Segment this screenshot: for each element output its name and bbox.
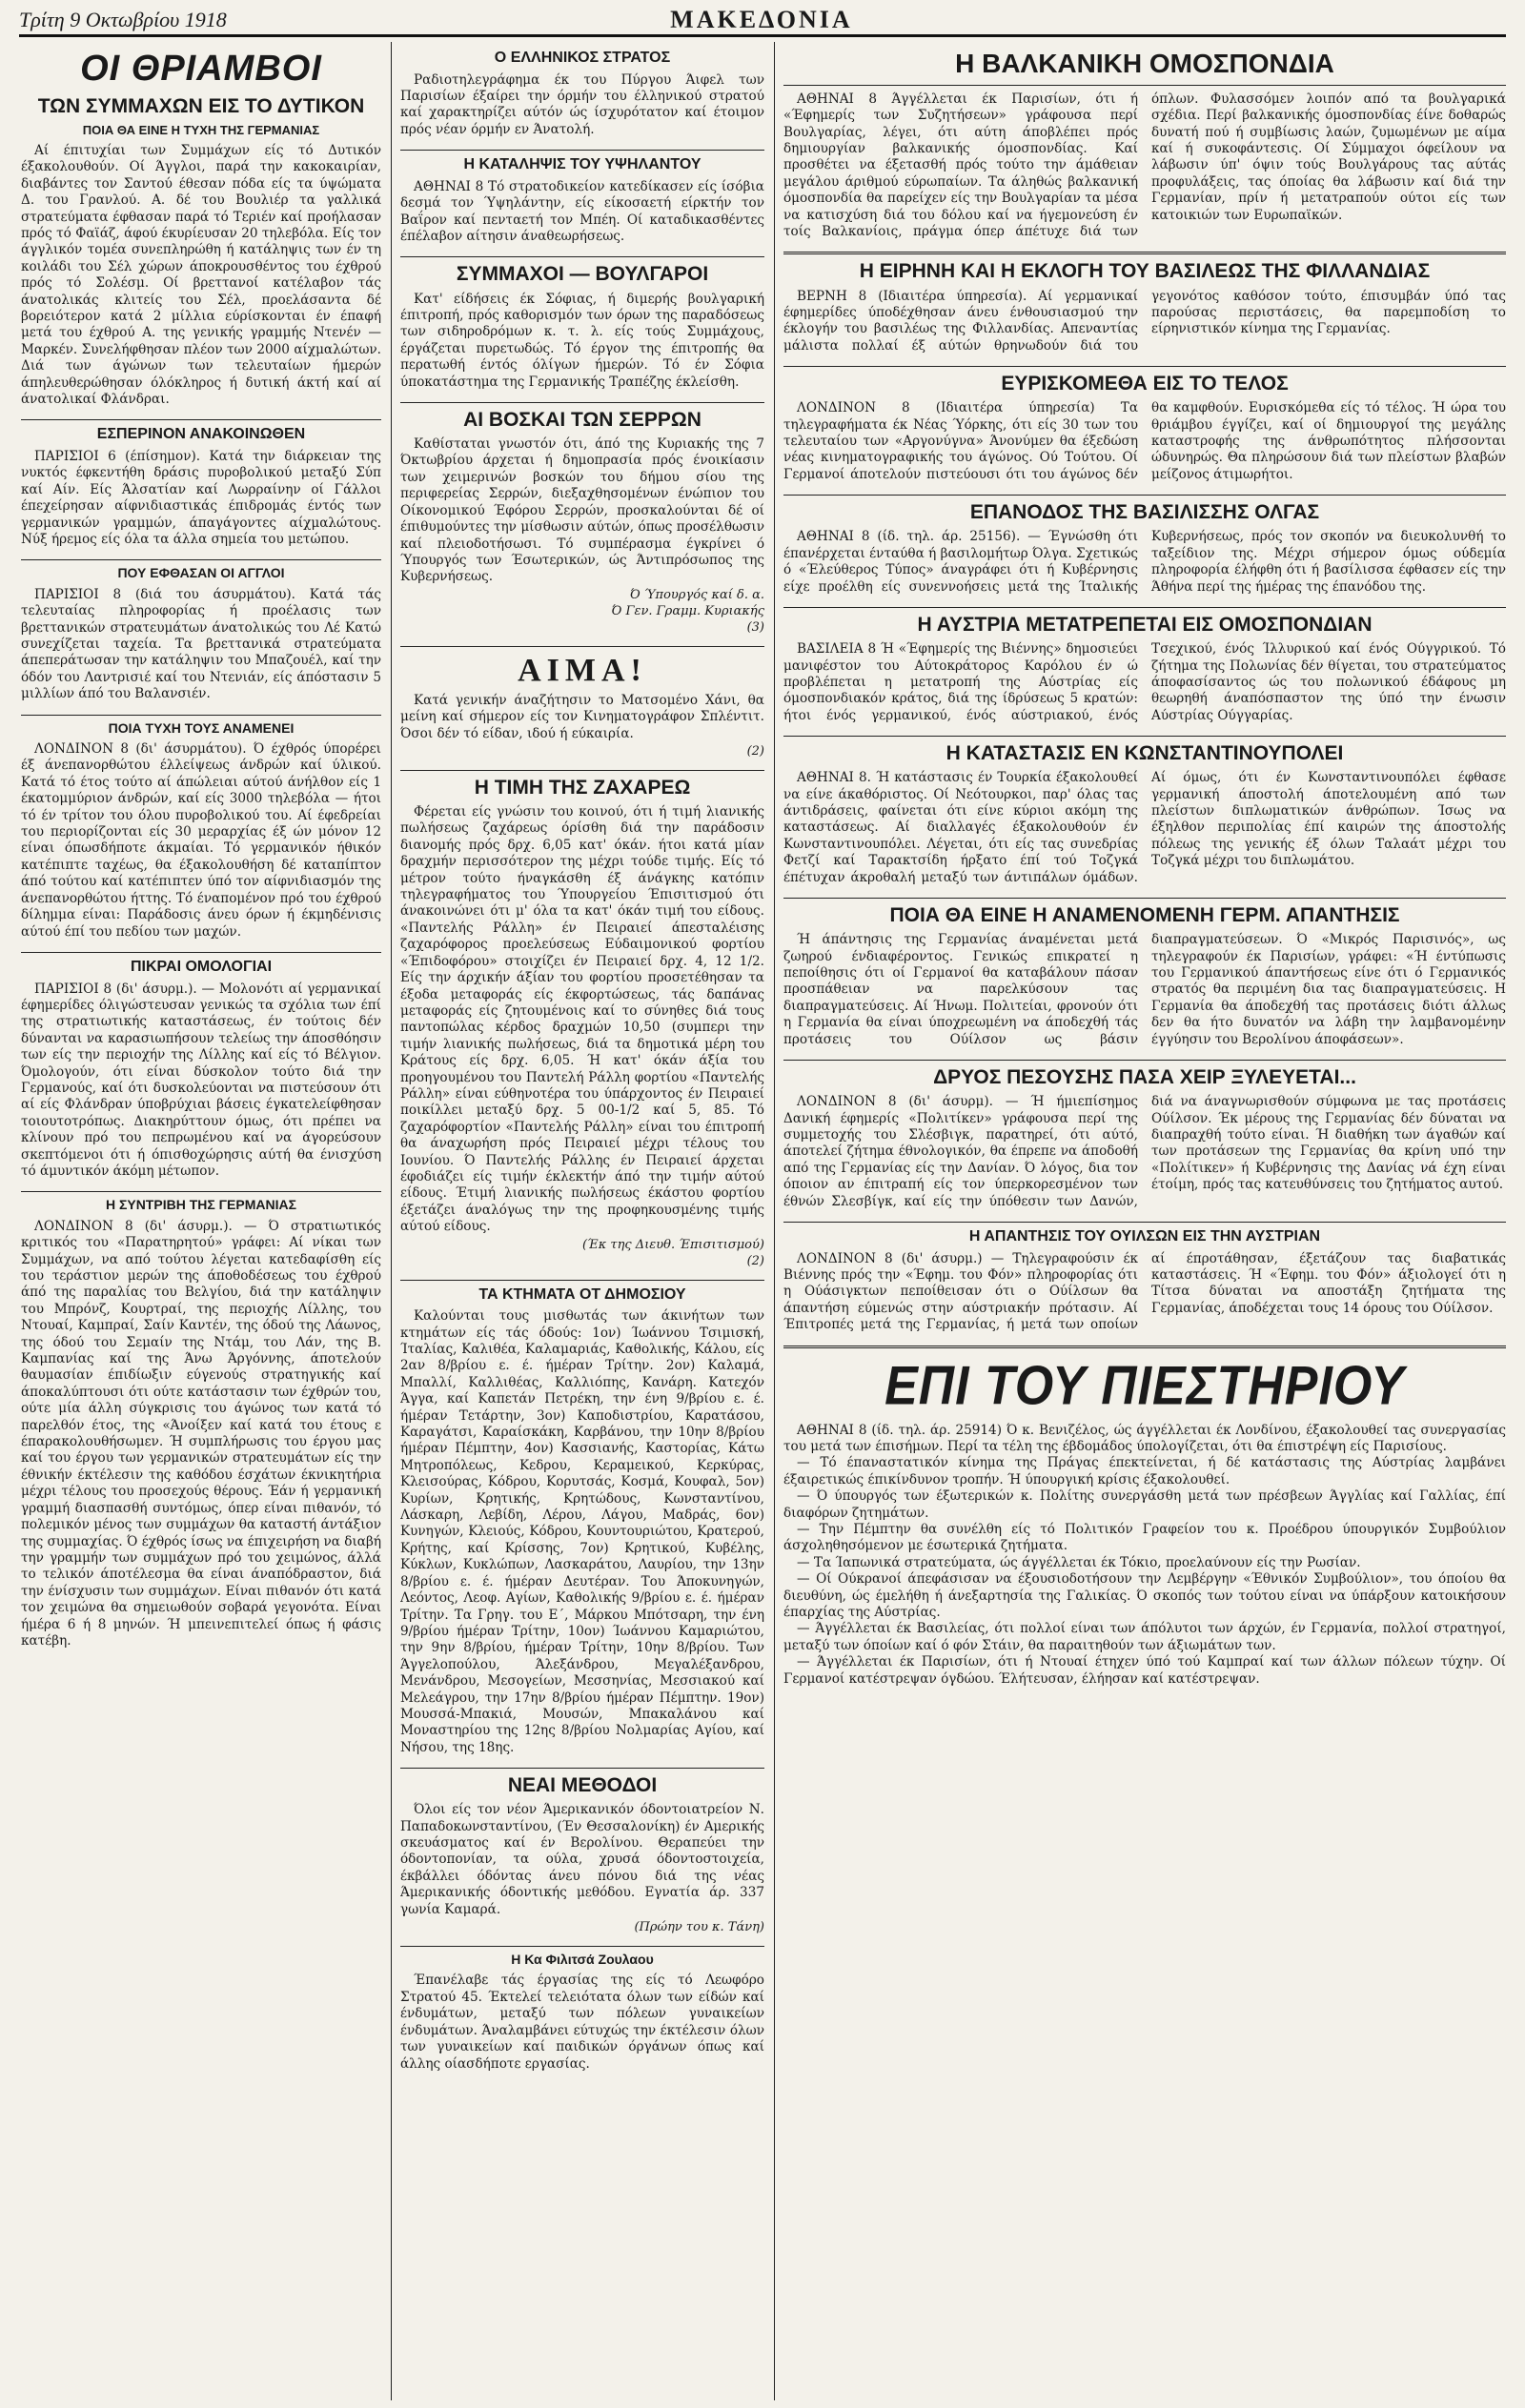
article-fallen-oak <box>783 1066 1506 1210</box>
headline: Η Κα Φιλιτσά Ζουλαου <box>511 1952 654 1968</box>
divider <box>783 366 1506 367</box>
article-body: Καθίσταται γνωστόν ότι, άπό της Κυριακής της 7 Όκτωβρίου άρχεται ή δημοπρασία πρός ένοικίασιν των χειμερινών βοσκών του δήμου σίου της περιφερείας Σερρών, διεξαχθησομένων ένώπιον του Οίκονομικού Έφόρου Σερρών, προσκαλούνται δέ οί έπιθυμούντες την μίσθωσιν αύτών, όπως προσέλθωσιν καί πλειοδοτήσωσι. Τό συμπέρασμα έγκρίνει ό Ύπουργός των Έσωτερικών, ώς Άντιπρόσωπος της Κυβερνήσεως. <box>400 436 764 585</box>
article-body: Αί έπιτυχίαι των Συμμάχων είς τό Δυτικόν έξακολουθούν. Οί Άγγλοι, παρά την κακοκαιρίαν, διαβάντες τον Σαντού έθεσαν πόδα είς τα ύψώματα Δ. του Γρανλού. Α. δέ του Βουλιέρ τα γαλλικά στρατεύματα έφθασαν παρά τό Τεριέν καί προήλασαν πρός τό Φαϊάζ, άφού έκυρίευσαν 20 τηλεβόλα. Είς τον άγγλικόν τομέα συνεπληρώθη ή κατάληψις των έν τη κοιλάδι του Σέλ χώρων άποκρουσθέντος του έχθρού πρός τό Σολέσμ. Οί βρεττανοί κατέλαβον τάς άνατολικάς κλιτείς του Σέλ, προελάσαντα δέ βορειότερον κατά 2 μίλλια εύρίσκονται έν έπαφή μετά του έχθρού Α. της γενικής γραμμής Ντενέν — Μαρκέν. Συνελήφθησαν πλέον των 2000 αίχμαλώτων. Διά των άγώνων των τελευταίων ήμερών άπηλευθερώθησαν όλόκληρος ή δυτική άκτή καί αί άνατολικαί Φλάνδραι. <box>21 142 381 407</box>
article-balkan-federation <box>783 50 1506 240</box>
column-2 <box>400 44 764 2398</box>
article-body: ΑΘΗΝΑΙ 8 (ίδ. τηλ. άρ. 25914) Ό κ. Βενιζέλος, ώς άγγέλλεται έκ Λονδίνου, έξακολουθεί τας συνεργασίας του μετά των έπισήμων. Περί τα τέλη της έβδομάδος ύπολογίζεται, ότι θα έπιστρέψη είς Παρισίους. <box>783 1422 1506 1454</box>
headline: ΕΠΑΝΟΔΟΣ ΤΗΣ ΒΑΣΙΛΙΣΣΗΣ ΟΛΓΑΣ <box>969 501 1320 524</box>
divider <box>21 952 381 953</box>
headline: ΑΙ ΒΟΣΚΑΙ ΤΩΝ ΣΕΡΡΩΝ <box>463 408 702 431</box>
headline: Η ΑΠΑΝΤΗΣΙΣ ΤΟΥ ΟΥΙΛΣΩΝ ΕΙΣ ΤΗΝ ΑΥΣΤΡΙΑΝ <box>968 1227 1321 1244</box>
article-body: Έπανέλαβε τάς έργασίας της είς τό Λεωφόρο Στρατού 45. Έκτελεί τελειότατα όλων των είδών καί ένδυμάτων, μεταξύ των πόλεων γυναικείων ένδυμάτων. Άναλαμβάνει εύτυχώς την έκτέλεσιν όλων των γυναικείων καί παιδικών όργάνων όπως καί άλλης οίασδήποτε εργασίας. <box>400 1973 764 2072</box>
article-body: ΠΑΡΙΣΙΟΙ 8 (διά του άσυρμάτου). Κατά τάς τελευταίας πληροφορίας ή προέλασις των βρεττανικών στρατευμάτων άνατολικώς του Λέ Κατώ συνεχίζεται ταχεία. Τα βρεττανικά στρατεύματα άπεπεράτωσαν την κατάληψιν του Μπαζουέλ, καί την όδόν του Λαντρισιέ καί του Ντενιάν, είς άπόστασιν 5 μιλλίων άπό του Βαλανσιέν. <box>21 586 381 702</box>
headline: Η ΣΥΝΤΡΙΒΗ ΤΗΣ ΓΕΡΜΑΝΙΑΣ <box>105 1197 297 1213</box>
column-rule <box>391 42 392 2400</box>
headline: ΤΩΝ ΣΥΜΜΑΧΩΝ ΕΙΣ ΤΟ ΔΥΤΙΚΟΝ <box>37 94 365 117</box>
subheadline: ΠΟΙΑ ΘΑ ΕΙΝΕ Η ΤΥΧΗ ΤΗΣ ΓΕΡΜΑΝΙΑΣ <box>82 122 320 137</box>
headline: ΤΑ ΚΤΗΜΑΤΑ ΟΤ ΔΗΜΟΣΙΟΥ <box>478 1285 686 1303</box>
headline: ΣΥΜΜΑΧΟΙ — ΒΟΥΛΓΑΡΟΙ <box>456 263 709 286</box>
issue-date: Τρίτη 9 Οκτωβρίου 1918 <box>19 8 227 31</box>
headline: ΟΙ ΘΡΙΑΜΒΟΙ <box>80 49 322 89</box>
article-body: Φέρεται είς γνώσιν του κοινού, ότι ή τιμή λιανικής πωλήσεως ζαχάρεως όρίσθη διά την παράδοσιν διανομής πρός δρχ. 6,05 κατ' όκάν. ήτοι κατά μίαν δραχμήν περισσότερον της μέχρι τούδε τιμής. Είς τό μέτρον τούτο ήναγκάσθη έξ άνάγκης κατόπιν τηλεγραφήματος του Ύπουργείου Έπισιτισμού ότι άνακοινώνει ότι μ' όλα τα κατ' όκάν τιμή του είδους. «Παντελής Ράλλη» έν Πειραιεί άπεσταλέισης ζαχαρόφορος προελεύσεως Εύδαιμονικού φορτίου «Έπιδοφόρου» στοιχίζει έν Πειραιεί δρχ. 4, 12 1/2. Είς την άρχικήν άξίαν του φορτίου προσετέθησαν τα έξοδα μεταφοράς είς έκφορτώσεως, τάς δαπάνας μεταφοράς είς ζητουμένοις καί το σύνηθες διά τους παντοπώλας κέρδος δραχμών 10,50 (συμπερι την τιμήν λιανικής πωλήσεως, διά τα δημοτικά μέρη του Κράτους είς δρχ. 6,05. Ή κατ' όκάν άξία του προηγουμένου του Παντελή Ράλλη φορτίου «Παντελής Ράλλη» είναι εύθηνοτέρα του ύπάρχοντος έν Πειραιεί ποικίλλει μεταξύ δρχ. 5 00-1/2 καί 5, 85. Τό ζαχαρόφορτίον «Παντελής Ράλλη» είναι του έπιτροπή θα άναχωρήση πρός Πειραιεί μέχρι τέλους του Ιουνίου. Ό Παντελής Ράλλης έν Πειραιεί άρχεται έφοδιάζει είς τιμήν έκλεκτήν άπό την τιμήν αύτού είδους. Έτιμή λιανικής πωλήσεως έκάστου φορτίου έξετάζει άναλόγως την της προφηκουσμένης τιμής αύτού είδους. <box>400 804 764 1235</box>
article-on-the-press <box>783 1355 1506 1689</box>
divider <box>400 150 764 151</box>
divider <box>400 1280 764 1281</box>
headline: Η ΑΥΣΤΡΙΑ ΜΕΤΑΤΡΕΠΕΤΑΙ ΕΙΣ ΟΜΟΣΠΟΝΔΙΑΝ <box>917 614 1372 637</box>
article-body: ΑΘΗΝΑΙ 8 Τό στρατοδικείον κατεδίκασεν είς ίσόβια δεσμά τον Ύψηλάντην, είς είκοσαετή είρκτήν τον Βαΐρον καί πενταετή τον Μπέη. Οί καταδικασθέντες έπέλαβον αίτησιν άναθεωρήσεως. <box>400 178 764 245</box>
article-body: ΑΘΗΝΑΙ 8. Ή κατάστασις έν Τουρκία έξακολουθεί να είνε άκαθόριστος. Οί Νεότουρκοι, παρ' όλας τας άντιδράσεις, φαίνεται ότι είνε κύριοι ακόμη της καταστάσεως. Αί διαλλαγές έξακολουθούν έν Κωνσταντινουπόλει. Λέγεται, ότι είς τας συνεδρίας Φετζί καί Ταρακτσίδη ήρξατο έπί τού Τοζγκά έπέτυχαν άκροθαλή μεταξύ των άντιπάλων όμάδων. Αί όμως, ότι έν Κωνσταντινουπόλει έφθασε γερμανική άποστολή άποτελουμένη από των πλείστων διπλωματικών άνθρώπων. Ίσως να έξηλθον περιπολίας έπί καιρών της άποστολής πόλεως της γενικής έξ όλων Ταλαάτ μέχρι του Τοζγκά μέχρι του διπλωμάτου. <box>783 770 1506 885</box>
article-body: ΑΘΗΝΑΙ 8 Άγγέλλεται έκ Παρισίων, ότι ή «Έφημερίς των Συζητήσεων» γράφουσα περί Βουλγαρίας, λέγει, ότι αύτη άποβλέπει πρός δημιουργίαν βαλκανικής όμοσπονδίας. Καί προσθέτει να έξετασθή πρός τούτο την άμάθειαν μεγάλου άριθμού εύρωπαίων. Τα άληθώς βαλκανική όμοσπονδία θα παρείχεν είς την Βουλγαρίαν τα μέσα να κατισχύση διά του δόλου καί να ήγεμονεύση έν τοίς Βαλκανίοις, πράγμα όπερ άπέτυχε διά των όπλων. Φυλασσόμεν λοιπόν από τα βουλγαρικά σχέδια. Περί βαλκανικής όμοσπονδίας έίνε δοθαρώς δυνατή πού ή συμβίωσις λαών, ζυμωμένων με αίμα καί ή συκοφάντεσις. Οί Σύμμαχοι όφείλουν να λάβωσιν ύπ' όψιν τούς Βουλγάρους τας αύτάς προφυλάξεις, τας όποίας θα λάβωσιν καί διά την Γερμανίαν, πρίν ή μετατραπούν ούτοι είς των κατοικιών των Ευρωπαϊκών. <box>783 91 1506 240</box>
signature: (Έκ της Διευθ. Έπισιτισμού) <box>581 1237 764 1252</box>
headline: ΠΟΙΑ ΘΑ ΕΙΝΕ Η ΑΝΑΜΕΝΟΜΕΝΗ ΓΕΡΜ. ΑΠΑΝΤΗΣΙΣ <box>889 904 1400 927</box>
article-body: — Τα Ίαπωνικά στρατεύματα, ώς άγγέλλεται έκ Τόκιο, προελαύνουν είς την Ρωσίαν. <box>797 1554 1361 1570</box>
article-serres-pastures <box>400 409 764 635</box>
article-body: Ή άπάντησις της Γερμανίας άναμένεται μετά ζωηρού ένδιαφέροντος. Γενικώς επικρατεί η πεποίθησις ότι οί Γερμανοί θα καταβάλουν πάσαν προσπάθειαν να παρελκύσουν τας διαπραγματεύσεις. Αί Ήνωμ. Πολιτείαι, φρονούν ότι η Γερμανία θα είναι ύποχρεωμένη να άποδεχθή τάς προτάσεις του Ούίλσον ως βάσιν διαπραγματεύσεων. Ό «Μικρός Παρισινός», ως τηλεγραφούν έκ Παρισίων, γράφει: «Ή έντύπωσις του Γερμανικού άπαντήσεως είνε ότι ό Γερμανικός στρατός θα περιμένη δια τας διαπραγματεύσεις. Η Γερμανία θα άποδεχθή τας προτάσεις διότι άλλως δεν θα ήτο δυνατόν να λάβη την λαμβανομένην έγγύησιν του Βερολίνου άποφάσεων». <box>783 932 1506 1047</box>
divider <box>783 607 1506 608</box>
divider <box>783 85 1506 86</box>
article-body: Κατά γενικήν άναζήτησιν το Ματσομένο Χάνι, θα μείνη καί σήμερον είς τον Κινηματογράφον Σπλέντιτ. Όσοι δέν τό είδαν, ιδού ή εύκαιρία. <box>400 692 764 741</box>
headline: ΠΙΚΡΑΙ ΟΜΟΛΟΓΙΑΙ <box>130 958 273 975</box>
headline: ΕΣΠΕΡΙΝΟΝ ΑΝΑΚΟΙΝΩΘΕΝ <box>96 426 306 443</box>
article-ypsilantis <box>400 156 764 245</box>
column-3 <box>783 44 1506 2398</box>
divider <box>400 1946 764 1947</box>
headline: Ο ΕΛΛΗΝΙΚΟΣ ΣΤΡΑΤΟΣ <box>494 50 671 66</box>
column-1 <box>21 44 381 2398</box>
article-body: — Οί Ούκρανοί άπεφάσισαν να έξουσιοδοτήσουν την Λεμβέργην «Έθνικόν Συμβούλιον», του όποίου θα διευθύνη, ώς έμελήθη ή άνεξαρτησία της Γαλικίας. Ό σκοπός των τούτου είναι να ύπάρξουν κατοικήσουν έπαρχίας της Αύστρίας. <box>783 1571 1506 1621</box>
article-body: ΛΟΝΔΙΝΟΝ 8 (Ιδιαιτέρα ύπηρεσία) Τα τηλεγραφήματα έκ Νέας Ύόρκης, ότι είς 30 των του τελευταίου των «Αργονύγνα» Άνονύμεν θα έξεδώση νέας κινηματογραφικής του άγώνος. Ού Τούτου. Οί Γερμανοί άποτελούν πιστεύουσι ότι του άγώνος δέν θα καμφθούν. Ευρισκόμεθα είς τό τέλος. Ή ώρα του θριάμβου έγγίζει, καί οί δημιουργοί της μεγάλης καταστροφής της άνθρωπότητος πλήσσονται ώδυνηρώς. Θα πληρώσουν διά των πλείστων βλαβών μείζονος άτιμωρήτοι. <box>783 400 1506 482</box>
article-finland <box>783 260 1506 354</box>
article-wilson-reply <box>783 1228 1506 1334</box>
headline: Η ΤΙΜΗ ΤΗΣ ΖΑΧΑΡΕΩ <box>474 776 691 799</box>
article-german-reply <box>783 904 1506 1048</box>
signature: Ό Γεν. Γραμμ. Κυριακής <box>611 603 764 618</box>
article-body: ΛΟΝΔΙΝΟΝ 8 (δι' άσυρμ.) — Τηλεγραφούσιν έκ Βιέννης πρός την «Έφημ. του Φόν» πληροφορίας ότι η Ούάσιγκτων πεποίθεισαν ότι ο Ούίλσων θα άπαντήση εύμενώς στην αύστριακήν πρότασιν. Αί Έπιτροπές μετά της Γερμανίας, ή μετά των οποίων αί έπροτάθησαν, έξετάζουν τας διαβατικάς καταστάσεις. Ή «Έφημ. του Φόν» άξιολογεί ότι η Τίτσα δύναται να αποστάξη ζητήματα της Γερμανίας, άποδέχεται τους 14 όρους του Ούίλσον. <box>783 1250 1506 1333</box>
divider <box>400 1768 764 1769</box>
divider <box>783 1222 1506 1223</box>
article-body: — Τό έπαναστατικόν κίνημα της Πράγας έπεκτείνεται, ή δέ κατάστασις της Αύστρίας λαμβάνει έξαιρετικώς έπικίνδυνον τροπήν. Ή ύπουργική κρίσις έξακολουθεί. <box>783 1455 1506 1487</box>
article-end <box>783 373 1506 483</box>
article-body: ΑΘΗΝΑΙ 8 (ίδ. τηλ. άρ. 25156). — Έγνώσθη ότι έπανέρχεται ένταύθα ή βασιλομήτωρ Όλγα. Σχετικώς ό «Έλεύθερος Τύπος» άναγράφει ότι ή Κυβέρνησις είχε προέλθη είς συνεννοήσεις μετά της Ίταλικής Κυβερνήσεως, πρός τον σκοπόν να διευκολυνθή το ταξείδιον της. Μέχρι σήμερον όμως ούδεμία πληροφορία έλήφθη ότι ή βασίλισσα έφθασεν είς την Άθήνα περί της ήμέρας της έπανόδου της. <box>783 529 1506 595</box>
divider <box>400 256 764 257</box>
article-fate <box>21 721 381 941</box>
note: (Πρώην του κ. Τάνη) <box>634 1920 764 1935</box>
article-body: Κατ' είδήσεις έκ Σόφιας, ή διμερής βουλγαρική έπιτροπή, πρός καθορισμόν των όρων της παραδόσεως των σιδηροδρόμων κ. τ. λ. είς τούς Συμμάχους, έργάζεται πυρετωδώς. Τό έργον της έπιτροπής θα περατωθή έντός όλίγων ήμερών. Τό έν Σόφια ύποκατάστημα της Γερμανικής Τραπέζης έκλείσθη. <box>400 291 764 390</box>
divider <box>400 770 764 771</box>
divider <box>783 252 1506 254</box>
article-greek-army <box>400 50 764 138</box>
article-body: ΛΟΝΔΙΝΟΝ 8 (δι' άσυρμ.). — Ό στρατιωτικός κριτικός του «Παρατηρητού» γράφει: Αί νίκαι των Συμμάχων, να από τούτου λέγεται κατεδαφίσθη είς του τεράστιον μερών της άποθοδέσεως του έχθρού άπό της παραλίας του Βελγίου, διά την κατάληψιν του Μπρόνζ, Κουρτραί, της περιοχής Λίλλης, του Ντουαί, Καμπραί, Σαίν Καντέν, της όδού της Λάωνος, της όδού του Σεμαίν της Ντάμ, του Λάν, της Β. Καμπανίας καί της Άνω Άργόννης, άποτελούν θαυμασίαν έπιδίωξιν εύγενούς στρατηγικής καί άποκαλύπτουσι ότι ούτε κατάστασιν των έχθρών του, ούτε μία άλλη σύγκρισις του άγώνος των κατά τό παρελθόν έτος, της «Άνοίξεν καί κατά του έτους ε έπαρακολουθήσωμεν. Ή συμπλήρωσις του έργου μας καί του έργου των γερμανικών στρατευμάτων είς την έθνικήν έκτέλεσιν της καθόδου έσχάτων έκνικητήρια μέχρι τέλους του προσεχούς θέρους. Έάν ή γερμανική γραμμή διασπασθή συντόμως, όπερ είναι πιθανόν, τό πολεμικόν μένος των συμμάχων θα καταστή άντάξιον της συμμαχίας. Ό έχθρός ίσως να έπιχειρήση να διαβή την γραμμήν των συμμάχων πρό του χειμώνος, άλλά το τελικόν άποτέλεσμα θα είναι άναπόδραστον, διά την ένίσχυσιν των συμμάχων. Είναι πιθανόν ότι κατά τον χειμώνα θα σημειωθούν σοβαρά γεγονότα. Είναι ήμέρα 6 ή 8 μηνών. Ή μπεινεπιτελεί όπως ή φάσις κατέβη. <box>21 1218 381 1649</box>
article-body: — Την Πέμπτην θα συνέλθη είς τό Πολιτικόν Γραφείον του κ. Προέδρου ύπουργικόν Συμβούλιον άσχοληθησόμενον με έσωτερικά ζητήματα. <box>783 1522 1506 1554</box>
article-queen-olga <box>783 501 1506 596</box>
article-body: Ραδιοτηλεγράφημα έκ του Πύργου Άιφελ των Παρισίων έξαίρει την όρμήν του έλληνικού στρατού καί χαρακτηρίζει αύτόν ώς ίσχυρότατον καί έτοιμον πρός νέαν όρμήν εν Άνατολή. <box>400 71 764 137</box>
article-triumphs <box>21 50 381 408</box>
headline: ΕΥΡΙΣΚΟΜΕΘΑ ΕΙΣ ΤΟ ΤΕΛΟΣ <box>1001 373 1289 395</box>
headline: ΕΠΙ ΤΟΥ ΠΙΕΣΤΗΡΙΟΥ <box>884 1355 1405 1417</box>
article-constantinople <box>783 742 1506 886</box>
column-rule <box>774 42 775 2400</box>
divider <box>21 1191 381 1192</box>
display-title: ΑΙΜΑ! <box>518 652 647 688</box>
article-germany-crushed <box>21 1198 381 1649</box>
article-body: — Άγγέλλεται έκ Παρισίων, ότι ή Ντουαί έτηχεν ύπό τού Καμπραί καί των άλλων πόλεων τύχην. Οί Γερμανοί κατέστρεψαν όγδώου. Έλήτευσαν, έλήησαν καί κατέστρεψαν. <box>783 1654 1506 1687</box>
notice-number: (3) <box>746 619 764 635</box>
newspaper-title: ΜΑΚΕΔΟΝΙΑ <box>670 6 853 33</box>
masthead <box>19 6 1506 37</box>
headline: ΝΕΑΙ ΜΕΘΟΔΟΙ <box>507 1774 658 1797</box>
notice-number: (2) <box>746 1253 764 1268</box>
notice-number: (2) <box>746 743 764 759</box>
divider <box>783 1346 1506 1348</box>
signature: Ό Ύπουργός καί δ. α. <box>629 587 764 602</box>
advert-dressmaker <box>400 1953 764 2073</box>
article-body: ΛΟΝΔΙΝΟΝ 8 (δι' άσυρμ). — Ή ήμιεπίσημος Δανική έφημερίς «Πολιτίκεν» γράφουσα περί της συμμετοχής του Σλέσβιγκ, παρατηρεί, ότι αύτό, άποτελεί ζήτημα έθνολογικόν, θα έπρεπε να άποδοθή από της Γερμανίας είς την Δανίαν. Ό λόγος, δια τον όποιον αν έπιτραπή είς τον ύπερκορεσμένον των έθνών Σλεσβίγκ, καί είς την ύπόθεσιν των Δανών, διά να άναγνωρισθούν σύμφωνα με τας προτάσεις Ούίλσον. Έκ μέρους της Γερμανίας δέν δύναται να διαπραχθή τούτο είναι. Ή διαθήκη των άγαθών καί των προτάσεων της Γερμανίας θα κρίνη υπό την «Πολίτικεν» ή Κυβέρνησις της Δανίας νά έχη είναι έτοίμη, πρός τας κατευθύνσεις του ζητήματος αυτού. <box>783 1094 1506 1209</box>
divider <box>783 898 1506 899</box>
article-body: ΒΕΡΝΗ 8 (Ιδιαιτέρα ύπηρεσία). Αί γερμανικαί έφημερίδες ύποδέχθησαν άνευ ένθουσιασμού την έκλογήν του βασιλέως της Φιλλανδίας. Απεναντίας μάλιστα πολλαί έξ αύτών θρηνωδούν διά του γεγονότος καθόσον τούτο, έπισυμβάν ύπό τας παρούσας περιστάσεις, θα παρεμποδίση το είρηνιστικόν κίνημα της Γερμανίας. <box>783 288 1506 354</box>
article-body: ΠΑΡΙΣΙΟΙ 6 (έπίσημον). Κατά την διάρκειαν της νυκτός έφκεντήθη δράσις πυροβολικού μεταξύ Σύπ καί Αίν. Είς Άλσατίαν καί Λωρραίνην οί Γάλλοι έπεχείρησαν αίφνιδιαστικάς έπιδρομάς έντός των γερμανικών γραμμών, άπαγάγοντες αίχμαλώτους. Νύξ ήρεμος είς όλα τα άλλα σημεία του μετώπου. <box>21 448 381 548</box>
divider <box>21 419 381 420</box>
article-sugar-price <box>400 777 764 1268</box>
headline: Η ΒΑΛΚΑΝΙΚΗ ΟΜΟΣΠΟΝΔΙΑ <box>955 49 1334 78</box>
article-british-advance <box>21 566 381 702</box>
article-body: ΠΑΡΙΣΙΟΙ 8 (δι' άσυρμ.). — Μολονότι αί γερμανικαί έφημερίδες όλιγώστευσαν γενικώς τα σχόλια των έπί της στρατιωτικής καταστάσεως, έν τούτοις δέν δύνανται να καρασιωπήσουν τελείως την άποσθόησιν των είς την περιοχήν της Λίλλης καί είς τό Βέλγιον. Όμολογούν, ότι είναι δύσκολον τούτο διά την Γερμανούς, καί ότι δυσκολεύονται να πιστεύσουν ότι αί είς Φλάνδραν ύποβρύχιαι βάσεις έγκατελείφθησαν τοιουτοτρόπως. Διακηρύττουν όμως, ότι πρέπει να κλίνουν πρό του πεπρωμένου καί να άγορεύσουν σκεπτόμενοι ότι ή όπισθοχώρησις αύτή θα ένισχύση τό άμυντικόν άκόμη μέτωπον. <box>21 981 381 1179</box>
article-body: — Ό ύπουργός των έξωτερικών κ. Πολίτης συνεργάσθη μετά των πρέσβεων Άγγλίας καί Γαλλίας, έπί διαφόρων ζητημάτων. <box>783 1488 1506 1521</box>
divider <box>783 1060 1506 1061</box>
advert-dentist <box>400 1774 764 1934</box>
article-bitter-confessions <box>21 959 381 1180</box>
article-allies-bulgarians <box>400 263 764 391</box>
article-body: ΒΑΣΙΛΕΙΑ 8 Ή «Έφημερίς της Βιέννης» δημοσιεύει μανιφέστον του Αύτοκράτορος Καρόλου έν ώ προβλέπεται η μετατροπή της Αύστρίας είς όμοσπονδιακόν κράτος, διά της ίδρύσεως 5 κρατών: ήτοι ένός γερμανικού, ένός αύστριακού, ένός Τσεχικού, ένός Ίλλυρικού καί ένός Ούγγρικού. Τό ζήτημα της Πολωνίας δέν θίγεται, του στρατεύματος άποφασίσαντος ώς του πολωνικού έδάφους μη θεωρηθή άναπόσπαστον της ύπό την ένωσιν Αύστρίας Ούγγαρίας. <box>783 641 1506 723</box>
article-austria-federation <box>783 614 1506 724</box>
article-evening-communique <box>21 426 381 548</box>
headline: ΔΡΥΟΣ ΠΕΣΟΥΣΗΣ ΠΑΣΑ ΧΕΙΡ ΞΥΛΕΥΕΤΑΙ... <box>933 1066 1356 1089</box>
headline: Η ΚΑΤΑΣΤΑΣΙΣ ΕΝ ΚΩΝΣΤΑΝΤΙΝΟΥΠΟΛΕΙ <box>946 742 1344 765</box>
headline: ΠΟΙΑ ΤΥΧΗ ΤΟΥΣ ΑΝΑΜΕΝΕΙ <box>108 719 295 736</box>
divider <box>400 646 764 647</box>
headline: ΠΟΥ ΕΦΘΑΣΑΝ ΟΙ ΑΓΓΛΟΙ <box>117 565 285 581</box>
divider <box>21 715 381 716</box>
article-body: Καλούνται τους μισθωτάς των άκινήτων των κτημάτων είς τάς όδούς: 1ον) Ίωάννου Τσιμισκή, Ίταλίας, Καλιθέα, Καλαμαριάς, Καθολικής, Κάλου, είς 2αν 8/βρίου ε. έ. ήμέραν Τρίτην. 2ον) Καλαμά, Μπαλλί, Καλλιθέας, Καλλιόπης, Κανάρη. Κατεχόν Άγγα, καί Καπετάν Πετρέκη, την ένη 9/βρίου ε. έ. ήμέραν Τετάρτην, 3ον) Καποδιστρίου, Καρατάσου, Καραγάτσι, Καραίσκάκη, Καρβάνου, την 10ην 8/βρίου ήμέραν Πέμπτην, 4ον) Κασσιανής, Καστορίας, Κάτω Μητροπόλεως, Κεδρου, Κεραμεικού, Κερκύρας, Κλεισούρας, Κόδρου, Κορυτσάς, Κοσμά, Κουφαλ, 5ον) Κυρίων, Κρητικής, Κρητώδους, Κωνσταντίνου, Λάσκαρη, Λεβίδη, Λέρου, Λάγου, Μαδράς, 6ον) Κυνηγών, Κλειούς, Κόδρου, Κουντουριώτου, Κρατερού, Κρήτης, καί Κρίσσης, 7ον) Κρητικού, Κυβέλης, Κύκλων, Κυκλώπων, Λασκαράτου, Λαυρίου, την 13ην 8/βρίου ε. έ. ήμέραν Δευτέραν. Του Άποκυνηγών, Λεόντος, Λεοφ. Αγίων, Καθολικής 9/βρίου ε. έ. ήμέραν Τρίτην. Τα Γρηγ. του Ε΄, Μάρκου Μπότσαρη, την ένη 9/βρίου ήμέραν Τρίτην, 10ον) Ίωάννου Καμαριώτου, την 9ην 8/βρίου, ήμέραν Τρίτην, 10ην 8/βρίου. Των Άγγελοπούλου, Άλεξάνδρου, Μεγαλέξανδρου, Μενάνδρου, Μεσογείων, Μεσσηνίας, Μεσσιακού καί Μελεάγρου, την 17ην 8/βρίου ήμέραν Πέμπτην. 19ον) Μουσσά-Μπακιά, Μουσών, Μπακαλάνου καί Μοναστηρίου της 12ης 8/βρίου Νολμαρίας Αγίου, καί Νήσου, της 18ης. <box>400 1308 764 1755</box>
article-public-properties <box>400 1286 764 1757</box>
divider <box>400 402 764 403</box>
headline: Η ΕΙΡΗΝΗ ΚΑΙ Η ΕΚΛΟΓΗ ΤΟΥ ΒΑΣΙΛΕΩΣ ΤΗΣ ΦΙΛΛΑΝΔΙΑΣ <box>859 260 1431 283</box>
advert-cinema <box>400 653 764 759</box>
article-body: Όλοι είς τον νέον Άμερικανικόν όδοντοιατρείον Ν. Παπαδοκωνσταντίνου, (Έν Θεσσαλονίκη) έν Αμερικής σκευάσματος καί έν Βερολίνου. Θεραπεύει την όδοντοπονίαν, τα ούλα, χρυσά όδοντοστοιχεία, έκβάλλει όδόντας άνευ πόνου διά της νέας Άμερικανικής όδοντικής μεθόδου. Εγνατία άρ. 337 γωνία Καμαρά. <box>400 1802 764 1917</box>
divider <box>783 495 1506 496</box>
divider <box>21 559 381 560</box>
article-body: — Άγγέλλεται έκ Βασιλείας, ότι πολλοί είναι των άπόλυτοι των άρχών, έν Γερμανία, πολλοί στρατηγοί, μεταξύ των όποίων καί ό φόν Στάιν, θα παραιτηθούν των άξιωμάτων των. <box>783 1621 1506 1653</box>
divider <box>783 736 1506 737</box>
headline: Η ΚΑΤΑΛΗΨΙΣ ΤΟΥ ΥΨΗΛΑΝΤΟΥ <box>463 156 702 173</box>
article-body: ΛΟΝΔΙΝΟΝ 8 (δι' άσυρμάτου). Ό έχθρός ύπορέρει έξ άνεπανορθώτου έλλείψεως άνδρών καί ύλικού. Κατά τό έτος τούτο αί άπώλειαι αύτού άνήλθον είς 1 έκατομμύριον άνδρών, καί είς 3000 τηλεβόλα — ήτοι τό έν τρίτον του όλου πυροβολικού του. Αί έφεδρείαι του περιορίζονται είς 30 μεραρχίας έξ ών μόνον 12 είναι όπωσδήποτε άκμαίαι. Τό γερμανικόν ήθικόν κατέπιπτε ταχέως, θα έξακολουθήση δέ καταπίπτον άπό τούτου καί κατέπιπτεν ύπό τον αίφνιδιασμόν της άνεπανορθώτου ήττης. Τό έναπομένον πρό του έχθρού δίλημμα είναι: Παράδοσις άνευ όρων ή έκμηδένισις αύτού έπί του πεδίου των μαχών. <box>21 741 381 940</box>
